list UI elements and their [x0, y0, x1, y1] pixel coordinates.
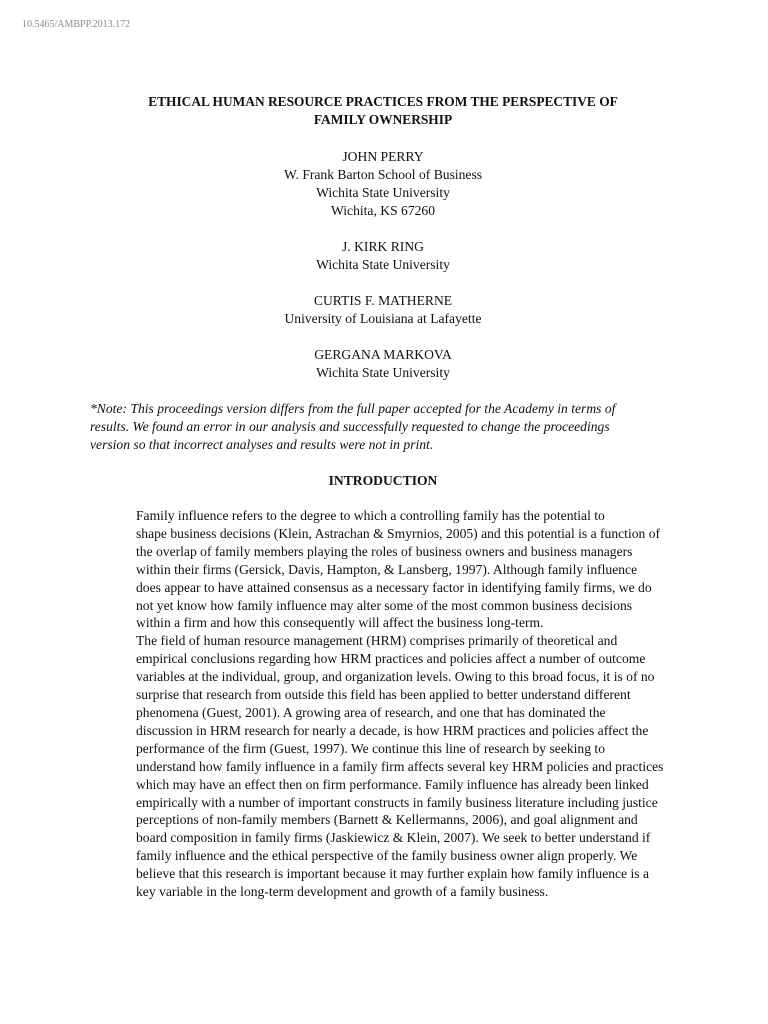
paragraph-line: which may have an effect then on firm performance. Family influence has already been linked: [136, 776, 649, 792]
author-affiliation: Wichita State University: [316, 185, 450, 200]
paragraph-line: within their firms (Gersick, Davis, Hampton, & Lansberg, 1997). Although family influence: [136, 561, 638, 577]
paragraph-line: perceptions of non-family members (Barnett & Kellermanns, 2006), and goal alignment and: [136, 812, 638, 828]
paragraph-line: surprise that research from outside this field has been applied to better understand different: [136, 687, 631, 703]
note-line: *Note: This proceedings version differs from the full paper accepted for the Academy in terms of: [90, 401, 616, 416]
author-name: J. KIRK RING: [342, 239, 424, 254]
paragraph-line: variables at the individual, group, and organization levels. Owing to this broad focus, it is of no: [136, 669, 655, 685]
paper-page: [90, 93, 676, 901]
paragraph-line: family influence and the ethical perspective of the family business owner align properly. We: [136, 848, 638, 864]
author-block: [90, 148, 676, 220]
section-heading: INTRODUCTION: [328, 473, 438, 488]
paragraph-line: not yet know how family influence may alter some of the most common business decisions: [136, 597, 633, 613]
proceedings-note: [90, 400, 676, 454]
paragraph-line: empirically with a number of important constructs in family business literature including justice: [136, 794, 658, 810]
title-line: ETHICAL HUMAN RESOURCE PRACTICES FROM THE PERSPECTIVE OF: [148, 94, 618, 109]
title-line: FAMILY OWNERSHIP: [313, 112, 453, 127]
author-affiliation: Wichita, KS 67260: [330, 203, 436, 218]
author-name: JOHN PERRY: [342, 149, 424, 164]
doi-label: 10.5465/AMBPP.2013.172: [22, 19, 131, 30]
author-block: [90, 238, 676, 274]
note-line: version so that incorrect analyses and results were not in print.: [90, 437, 434, 452]
paragraph-line: within a firm and how this consequently will affect the business long-term.: [136, 615, 544, 631]
author-block: [90, 346, 676, 382]
paragraph-line: believe that this research is important because it may further explain how family influence is a: [136, 866, 649, 882]
paper-title: [90, 93, 676, 129]
author-affiliation: Wichita State University: [316, 257, 450, 272]
paragraph-line: the overlap of family members playing the roles of business owners and business managers: [136, 543, 633, 559]
body-paragraph: [90, 632, 676, 901]
paragraph-line: does appear to have attained consensus as a necessary factor in identifying family firms, we do: [136, 579, 652, 595]
paragraph-line: understand how family influence in a family firm affects several key HRM policies and practices: [136, 758, 664, 774]
paragraph-line: discussion in HRM research for nearly a decade, is how HRM practices and policies affect the: [136, 722, 649, 738]
paragraph-line: The field of human resource management (HRM) comprises primarily of theoretical and: [136, 633, 618, 649]
paragraph-line: performance of the firm (Guest, 1997). We continue this line of research by seeking to: [136, 740, 605, 756]
author-name: GERGANA MARKOVA: [314, 347, 452, 362]
note-line: results. We found an error in our analysis and successfully requested to change the proceedings: [90, 419, 610, 434]
author-affiliation: W. Frank Barton School of Business: [283, 167, 483, 182]
body-paragraph: [90, 507, 676, 632]
author-name: CURTIS F. MATHERNE: [313, 293, 453, 308]
paragraph-line: key variable in the long-term development and growth of a family business.: [136, 884, 549, 900]
author-affiliation: University of Louisiana at Lafayette: [284, 311, 482, 326]
paragraph-line: empirical conclusions regarding how HRM practices and policies affect a number of outcome: [136, 651, 646, 667]
paragraph-line: Family influence refers to the degree to which a controlling family has the potential to: [136, 508, 605, 523]
paragraph-line: board composition in family firms (Jaskiewicz & Klein, 2007). We seek to better understand if: [136, 830, 651, 846]
author-affiliation: Wichita State University: [316, 365, 450, 380]
author-block: [90, 292, 676, 328]
paragraph-line: phenomena (Guest, 2001). A growing area of research, and one that has dominated the: [136, 704, 606, 720]
paragraph-line: shape business decisions (Klein, Astrachan & Smyrnios, 2005) and this potential is a function of: [136, 525, 661, 541]
